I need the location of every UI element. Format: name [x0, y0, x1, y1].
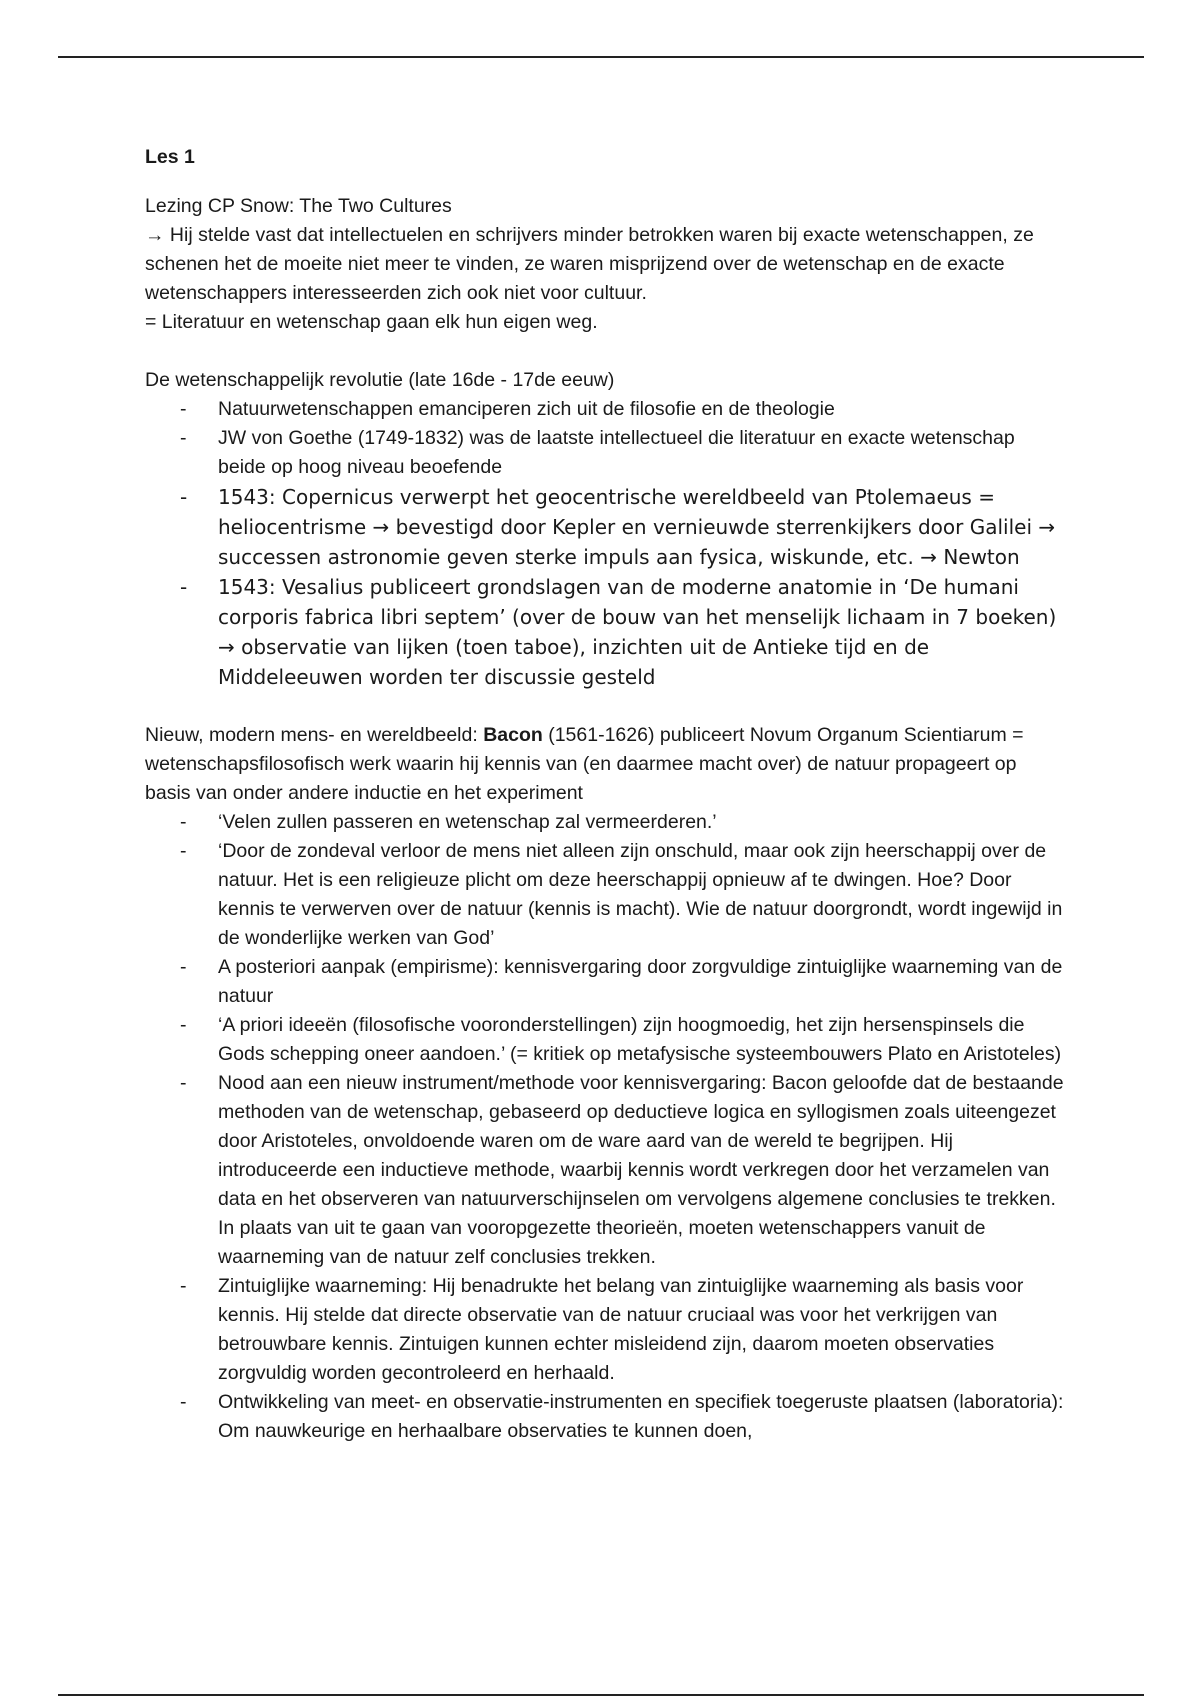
list-item: - Nood aan een nieuw instrument/methode voor kennisvergaring: Bacon geloofde dat de bestaande methoden van de wetenschap, gebaseerd op deductieve logica en syllogismen zoals uiteengezet door Aristoteles, onvoldoende waren om de ware aard van de wereld te begrijpen. Hij introduceerde een inductieve methode, waarbij kennis wordt verkregen door het verzamelen van data en het observeren van natuurverschijnselen om vervolgens algemene conclusies te trekken. In plaats van uit te gaan van vooropgezette theorieën, moeten wetenschappers vanuit de waarneming van de natuur zelf conclusies trekken. [180, 1072, 1064, 1268]
list-item: - ‘Velen zullen passeren en wetenschap zal vermeerderen.’ [180, 811, 717, 833]
snow-summary: → Hij stelde vast dat intellectuelen en schrijvers minder betrokken waren bij exacte wetenschappen, ze schenen het de moeite niet meer te vinden, ze waren misprijzend over de wetenschap en de exacte wetenschappers interesseerden zich ook niet voor cultuur. [145, 224, 1034, 304]
top-rule [58, 56, 1144, 58]
revolution-list [145, 395, 1065, 692]
list-item: - JW von Goethe (1749-1832) was de laatste intellectueel die literatuur en exacte wetenschap beide op hoog niveau beoefende [180, 427, 1015, 478]
list-item: - ‘Door de zondeval verloor de mens niet alleen zijn onschuld, maar ook zijn heerschappij over de natuur. Het is een religieuze plicht om deze heerschappij opnieuw af te dwingen. Hoe? Door kennis te verwerven over de natuur (kennis is macht). Wie de natuur doorgrondt, wordt ingewijd in de wonderlijke werken van God’ [180, 840, 1063, 949]
bacon-name: Bacon [483, 724, 543, 746]
list-item: - 1543: Copernicus verwerpt het geocentrische wereldbeeld van Ptolemaeus = heliocentrisme → bevestigd door Kepler en vernieuwde sterrenkijkers door Galilei → successen astronomie geven sterke impuls aan fysica, wiskunde, etc. → Newton [180, 485, 1056, 569]
list-item: - ‘A priori ideeën (filosofische vooronderstellingen) zijn hoogmoedig, het zijn hersenspinsels die Gods schepping oneer aandoen.’ (= kritiek op metafysische systeembouwers Plato en Aristoteles) [180, 1014, 1062, 1065]
list-item: - 1543: Vesalius publiceert grondslagen van de moderne anatomie in ‘De humani corporis fabrica libri septem’ (over de bouw van het menselijk lichaam in 7 boeken) → observatie van lijken (toen taboe), inzichten uit de Antieke tijd en de Middeleeuwen worden ter discussie gesteld [180, 575, 1057, 689]
list-item: - Ontwikkeling van meet- en observatie-instrumenten en specifiek toegeruste plaatsen (laboratoria): Om nauwkeurige en herhaalbare observaties te kunnen doen, [180, 1391, 1064, 1442]
section-heading-revolution: De wetenschappelijk revolutie (late 16de - 17de eeuw) [145, 369, 615, 391]
bottom-rule [58, 1694, 1144, 1696]
list-item: - Natuurwetenschappen emanciperen zich uit de filosofie en de theologie [180, 398, 835, 420]
bacon-intro: Nieuw, modern mens- en wereldbeeld: Bacon (1561-1626) publiceert Novum Organum Scientiarum = wetenschapsfilosofisch werk waarin hij kennis van (en daarmee macht over) de natuur propageert op basis van onder andere inductie en het experiment [145, 724, 1024, 804]
section-heading-snow: Lezing CP Snow: The Two Cultures [145, 195, 452, 217]
page-title: Les 1 [145, 146, 195, 168]
bacon-list [145, 808, 1065, 1446]
list-item: - Zintuiglijke waarneming: Hij benadrukte het belang van zintuiglijke waarneming als basis voor kennis. Hij stelde dat directe observatie van de natuur cruciaal was voor het verkrijgen van betrouwbare kennis. Zintuigen kunnen echter misleidend zijn, daarom moeten observaties zorgvuldig worden gecontroleerd en herhaald. [180, 1275, 1024, 1384]
list-item: - A posteriori aanpak (empirisme): kennisvergaring door zorgvuldige zintuiglijke waarneming van de natuur [180, 956, 1063, 1007]
document-body [145, 143, 1065, 1446]
snow-conclusion: = Literatuur en wetenschap gaan elk hun eigen weg. [145, 311, 598, 333]
